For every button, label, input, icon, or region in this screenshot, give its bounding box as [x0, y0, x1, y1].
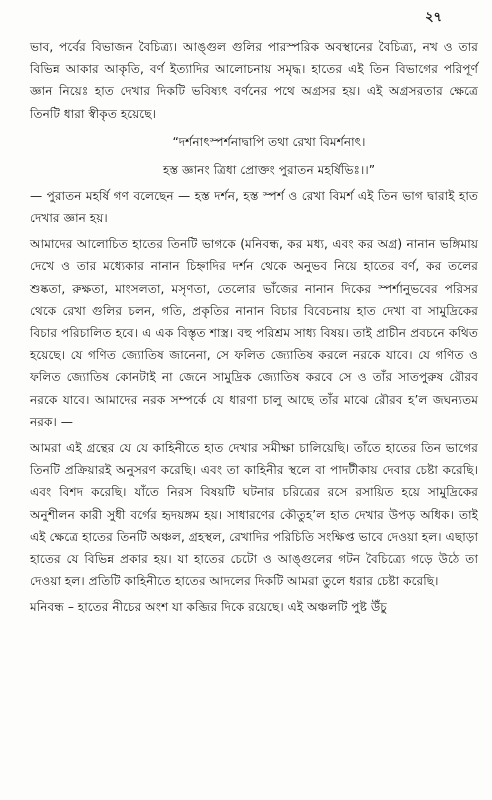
sanskrit-verse-line-1: “দর্শনাৎস্পর্শনাদ্বাপি তথা রেখা বিমর্শনাৎ। [172, 134, 366, 149]
paragraph-sages: — পুরাতন মহর্ষি গণ বলেছেন — হস্ত দর্শন, হস্ত স্পর্শ ও রেখা বিমর্শ এই তিন ভাগ দ্বারাই হাত দেখার জ্ঞান হয়। [30, 188, 478, 226]
paragraph-discussion: আমাদের আলোচিত হাতের তিনটি ভাগকে (মনিবন্ধ, কর মধ্য, এবং কর অগ্র) নানান ভঙ্গিমায় দেখে ও তার মধ্যেকার নানান চিহ্নাদির দর্শন থেকে অনুভব নিয়ে হাতের বর্ণ, কর তলের শুষ্কতা, রুক্ষতা, মাংসলতা, মসৃণতা, তেলোর ভাঁজের নানান দিকের স্পর্শানুভবের পরিসর থেকে রেখা গুলির চলন, গতি, প্রকৃতির নানান বিচার বিবেচনায় হাত দেখা বা সামুদ্রিকের বিচার পরিচালিত হবে। এ এক বিস্তৃত শাস্ত্র। বহু পরিশ্রম সাধ্য বিষয়। তাই প্রাচীন প্রবচনে কথিত হয়েছে। যে গণিত জ্যোতিষ জানেনা, সে ফলিত জ্যোতিষ করলে নরকে যাবে। যে গণিত ও ফলিত জ্যোতিষ কোনটাই না জেনে সামুদ্রিক জ্যোতিষ করবে সে ও তাঁর সাতপুরুষ রৌরব নরকে যাবে। আমাদের নরক সম্পর্কে যে ধারণা চালু আছে তাঁর মাঝে রৌরব হ’ল জঘন্যতম নরক। — [30, 237, 478, 429]
paragraph-intro: ভাব, পর্বের বিভাজন বৈচিত্র্য। আঙ্গুল গুলির পারস্পরিক অবস্থানের বৈচিত্র্য, নখ ও তার বিভিন্ন আকার আকৃতি, বর্ণ ইত্যাদির আলোচনায় সমৃদ্ধ। হাতের এই তিন বিভাগের পরিপূর্ণ জ্ঞান নিয়েঃ হাত দেখার দিকটি ভবিষ্যৎ বর্ণনের পথে অগ্রসর হয়। এই অগ্রসরতার ক্ষেত্রে তিনটি ধারা স্বীকৃত হয়েছে। [30, 40, 478, 121]
page-body [30, 36, 478, 623]
sanskrit-verse-line-2: হস্ত জ্ঞানং ত্রিধা প্রোক্তং পুরাতন মহর্ষিভিঃ।।” [162, 162, 376, 177]
page-number: ২৭ [425, 10, 442, 25]
paragraph-stories: আমরা এই গ্রন্থের যে যে কাহিনীতে হাত দেখার সমীক্ষা চালিয়েছি। তাঁতে হাতের তিন ভাগের তিনটি প্রক্রিয়ারই অনুসরণ করেছি। এবং তা কাহিনীর স্থলে বা পাদটীকায় দেবার চেষ্টা করেছি। এবং বিশদ করেছি। যাঁতে নিরস বিষয়টি ঘটনার চরিত্রের রসে রসায়িত হয়ে সামুদ্রিকের অনুশীলন কারী সুধী বর্গের হৃদয়ঙ্গম হয়। সাধারণের কৌতুহ’ল হাত দেখার উপড় অধিক। তাই এই ক্ষেত্রে হাতের তিনটি অঞ্চল, গ্রহস্থল, রেখাদির পরিচিতি সংক্ষিপ্ত ভাবে দেওয়া হল। এছাড়া হাতের যে বিভিন্ন প্রকার হয়। যা হাতের চেটো ও আঙ্গুলের গটন বৈচিত্র্যে গড়ে উঠে তা দেওয়া হল। প্রতিটি কাহিনীতে হাতের আদলের দিকটি আমরা তুলে ধরার চেষ্টা করেছি। [30, 441, 478, 589]
paragraph-wrist: মনিবন্ধ – হাতের নীচের অংশ যা কব্জির দিকে রয়েছে। এই অঞ্চলটি পুষ্ট উঁচু [30, 600, 387, 615]
